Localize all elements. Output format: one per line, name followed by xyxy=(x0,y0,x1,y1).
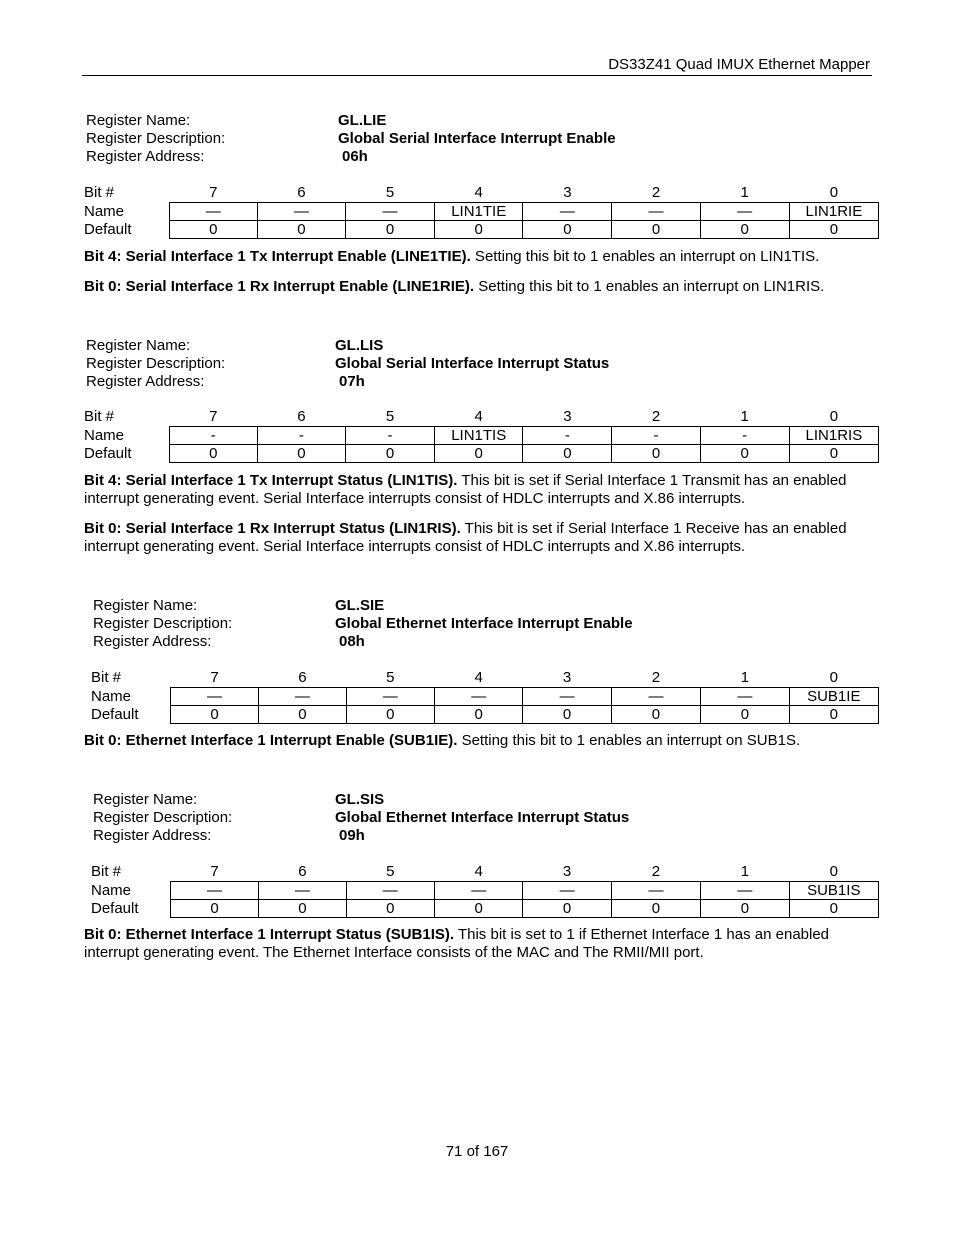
bit-number: 4 xyxy=(474,408,483,425)
bit-default-cell: 0 xyxy=(612,445,700,463)
bit-number: 6 xyxy=(298,863,307,880)
bit-name-row xyxy=(91,882,879,900)
register-address-label: Register Address: xyxy=(93,827,212,844)
bit-description-text: Setting this bit to 1 enables an interrupt on SUB1S. xyxy=(457,732,801,749)
bit-description-title: Bit 0: Serial Interface 1 Rx Interrupt Status (LIN1RIS). xyxy=(84,520,461,537)
bit-default-cell: 0 xyxy=(789,445,878,463)
bit-name-cell: - xyxy=(169,427,257,445)
header-title: DS33Z41 Quad IMUX Ethernet Mapper xyxy=(608,56,870,73)
bit-default-cell: 0 xyxy=(345,221,434,239)
bit-description-text: This bit is set if Serial Interface 1 Transmit has an enabled interrupt generating event. Serial Interface interrupts consist of HDLC interrupts and X.86 interrupts. xyxy=(84,472,847,507)
bit-number: 1 xyxy=(740,408,749,425)
bit-table xyxy=(84,184,879,239)
bit-number: 0 xyxy=(829,669,838,686)
bit-number: 5 xyxy=(385,184,395,201)
name-label: Name xyxy=(84,203,125,220)
bit-name-cell: — xyxy=(611,882,700,900)
register-address-value: 08h xyxy=(339,633,365,650)
bit-number: 0 xyxy=(829,408,839,425)
bit-default-cell: 0 xyxy=(789,706,878,724)
bit-number: 7 xyxy=(209,408,218,425)
bit-name-cell: — xyxy=(170,688,258,706)
bit-name-cell: — xyxy=(257,203,345,221)
bit-name-cell: — xyxy=(523,203,612,221)
bit-description xyxy=(84,520,874,556)
bit-label: Bit # xyxy=(84,184,115,202)
bit-number-row xyxy=(84,408,879,427)
bit-default-row xyxy=(84,445,879,463)
bit-number: 4 xyxy=(474,863,483,880)
register-address-label: Register Address: xyxy=(86,148,205,165)
bit-number: 2 xyxy=(651,408,661,425)
bit-description-text: This bit is set if Serial Interface 1 Receive has an enabled interrupt generating event. Serial Interface interrupts consist of HDLC interrupts and X.86 interrupts. xyxy=(84,520,847,555)
bit-name-cell: — xyxy=(701,688,789,706)
header-rule xyxy=(82,75,872,76)
bit-number: 1 xyxy=(740,669,750,686)
bit-name-cell: SUB1IS xyxy=(789,882,878,900)
bit-number: 4 xyxy=(474,669,483,686)
bit-name-cell: SUB1IE xyxy=(789,688,878,706)
bit-default-cell: 0 xyxy=(435,221,523,239)
bit-name-cell: — xyxy=(611,688,700,706)
register-address-label: Register Address: xyxy=(86,373,205,390)
register-name-label: Register Name: xyxy=(86,337,191,354)
register-name-value: GL.SIS xyxy=(335,791,385,808)
bit-number: 0 xyxy=(829,863,838,880)
bit-default-cell: 0 xyxy=(523,445,612,463)
register-name-label: Register Name: xyxy=(93,791,198,808)
bit-description xyxy=(84,472,874,508)
register-name-label: Register Name: xyxy=(86,112,191,129)
page-number: 71 of 167 xyxy=(445,1143,509,1160)
bit-default-cell: 0 xyxy=(612,221,700,239)
bit-description-title: Bit 0: Ethernet Interface 1 Interrupt Status (SUB1IS). xyxy=(84,926,455,943)
register-name-value: GL.LIS xyxy=(335,337,384,354)
bit-description xyxy=(84,248,874,266)
bit-number: 3 xyxy=(562,863,572,880)
name-label: Name xyxy=(84,427,125,444)
bit-name-cell: LIN1TIE xyxy=(435,203,523,221)
bit-default-cell: 0 xyxy=(611,900,700,918)
bit-default-cell: 0 xyxy=(789,900,878,918)
default-label: Default xyxy=(84,221,132,238)
bit-default-cell: 0 xyxy=(169,221,257,239)
bit-default-row xyxy=(84,221,879,239)
bit-name-cell: — xyxy=(169,203,257,221)
bit-name-cell: — xyxy=(345,203,434,221)
bit-description xyxy=(84,732,874,750)
register-address-label: Register Address: xyxy=(93,633,212,650)
register-description-value: Global Ethernet Interface Interrupt Status xyxy=(335,809,630,826)
bit-number: 2 xyxy=(651,184,661,201)
bit-number: 2 xyxy=(651,669,661,686)
bit-number: 0 xyxy=(829,184,839,201)
register-description-label: Register Description: xyxy=(86,355,226,372)
bit-description xyxy=(84,278,874,296)
bit-label: Bit # xyxy=(84,408,115,426)
bit-number: 3 xyxy=(562,669,572,686)
bit-name-row xyxy=(91,688,879,706)
register-name-label: Register Name: xyxy=(93,597,198,614)
bit-name-cell: LIN1TIS xyxy=(435,427,523,445)
bit-name-cell: — xyxy=(523,882,611,900)
bit-default-cell: 0 xyxy=(523,221,612,239)
bit-number-row xyxy=(91,863,879,882)
register-description-value: Global Serial Interface Interrupt Status xyxy=(335,355,610,372)
bit-default-cell: 0 xyxy=(611,706,700,724)
bit-number: 6 xyxy=(297,408,306,425)
bit-name-cell: — xyxy=(259,882,346,900)
bit-name-cell: LIN1RIE xyxy=(789,203,878,221)
bit-table xyxy=(84,408,879,463)
bit-number: 5 xyxy=(386,669,395,686)
register-description-label: Register Description: xyxy=(93,615,233,632)
bit-default-cell: 0 xyxy=(435,900,523,918)
register-description-value: Global Ethernet Interface Interrupt Enable xyxy=(335,615,633,632)
bit-table xyxy=(91,863,879,918)
bit-number: 4 xyxy=(474,184,483,201)
bit-default-cell: 0 xyxy=(700,445,789,463)
default-label: Default xyxy=(91,706,139,723)
register-address-value: 09h xyxy=(339,827,365,844)
bit-number: 7 xyxy=(210,669,219,686)
bit-default-cell: 0 xyxy=(700,221,789,239)
bit-default-cell: 0 xyxy=(257,445,345,463)
bit-default-cell: 0 xyxy=(523,706,611,724)
bit-default-cell: 0 xyxy=(435,445,523,463)
bit-description-title: Bit 4: Serial Interface 1 Tx Interrupt Status (LIN1TIS). xyxy=(84,472,458,489)
bit-name-cell: — xyxy=(346,882,434,900)
bit-number: 1 xyxy=(740,184,749,201)
bit-number: 5 xyxy=(386,863,395,880)
bit-default-cell: 0 xyxy=(346,706,434,724)
bit-default-cell: 0 xyxy=(789,221,878,239)
bit-default-cell: 0 xyxy=(259,900,346,918)
bit-default-cell: 0 xyxy=(259,706,346,724)
bit-number-row xyxy=(84,184,879,203)
bit-default-cell: 0 xyxy=(701,706,789,724)
bit-default-cell: 0 xyxy=(169,445,257,463)
bit-number: 7 xyxy=(210,863,219,880)
register-description-label: Register Description: xyxy=(93,809,233,826)
default-label: Default xyxy=(91,900,139,917)
bit-default-cell: 0 xyxy=(170,900,258,918)
bit-number: 1 xyxy=(740,863,750,880)
bit-default-cell: 0 xyxy=(523,900,611,918)
bit-default-cell: 0 xyxy=(170,706,258,724)
bit-name-cell: — xyxy=(523,688,611,706)
bit-name-cell: — xyxy=(435,688,523,706)
bit-name-row xyxy=(84,427,879,445)
bit-table xyxy=(91,669,879,724)
bit-name-cell: - xyxy=(257,427,345,445)
bit-name-cell: — xyxy=(259,688,346,706)
bit-default-row xyxy=(91,900,879,918)
bit-name-cell: — xyxy=(612,203,700,221)
register-address-value: 07h xyxy=(339,373,365,390)
bit-name-cell: - xyxy=(700,427,789,445)
bit-name-cell: — xyxy=(700,203,789,221)
bit-description-text: Setting this bit to 1 enables an interrupt on LIN1TIS. xyxy=(470,248,820,265)
bit-name-row xyxy=(84,203,879,221)
bit-number: 2 xyxy=(651,863,661,880)
bit-default-cell: 0 xyxy=(346,900,434,918)
register-description-value: Global Serial Interface Interrupt Enable xyxy=(338,130,616,147)
bit-default-cell: 0 xyxy=(257,221,345,239)
register-name-value: GL.LIE xyxy=(338,112,387,129)
register-address-value: 06h xyxy=(342,148,368,165)
bit-label: Bit # xyxy=(91,669,122,687)
bit-default-cell: 0 xyxy=(701,900,789,918)
bit-name-cell: — xyxy=(435,882,523,900)
bit-name-cell: — xyxy=(346,688,434,706)
default-label: Default xyxy=(84,445,132,462)
bit-label: Bit # xyxy=(91,863,122,881)
bit-name-cell: - xyxy=(612,427,700,445)
bit-name-cell: — xyxy=(701,882,789,900)
bit-description xyxy=(84,926,874,962)
bit-description-text: This bit is set to 1 if Ethernet Interface 1 has an enabled interrupt generating event. The Ethernet Interface consists of the MAC and The RMII/MII port. xyxy=(84,926,830,961)
bit-default-cell: 0 xyxy=(435,706,523,724)
bit-description-title: Bit 4: Serial Interface 1 Tx Interrupt Enable (LINE1TIE). xyxy=(84,248,471,265)
bit-number: 3 xyxy=(563,408,572,425)
bit-number: 5 xyxy=(385,408,395,425)
name-label: Name xyxy=(91,688,132,705)
bit-name-cell: - xyxy=(345,427,434,445)
bit-default-row xyxy=(91,706,879,724)
name-label: Name xyxy=(91,882,132,899)
bit-number: 3 xyxy=(563,184,572,201)
bit-description-title: Bit 0: Ethernet Interface 1 Interrupt Enable (SUB1IE). xyxy=(84,732,458,749)
bit-name-cell: — xyxy=(170,882,258,900)
bit-number: 6 xyxy=(298,669,307,686)
bit-description-text: Setting this bit to 1 enables an interrupt on LIN1RIS. xyxy=(474,278,825,295)
bit-name-cell: - xyxy=(523,427,612,445)
bit-number: 7 xyxy=(209,184,218,201)
bit-name-cell: LIN1RIS xyxy=(789,427,878,445)
register-description-label: Register Description: xyxy=(86,130,226,147)
bit-description-title: Bit 0: Serial Interface 1 Rx Interrupt Enable (LINE1RIE). xyxy=(84,278,475,295)
bit-number: 6 xyxy=(297,184,306,201)
bit-default-cell: 0 xyxy=(345,445,434,463)
bit-number-row xyxy=(91,669,879,688)
register-name-value: GL.SIE xyxy=(335,597,385,614)
